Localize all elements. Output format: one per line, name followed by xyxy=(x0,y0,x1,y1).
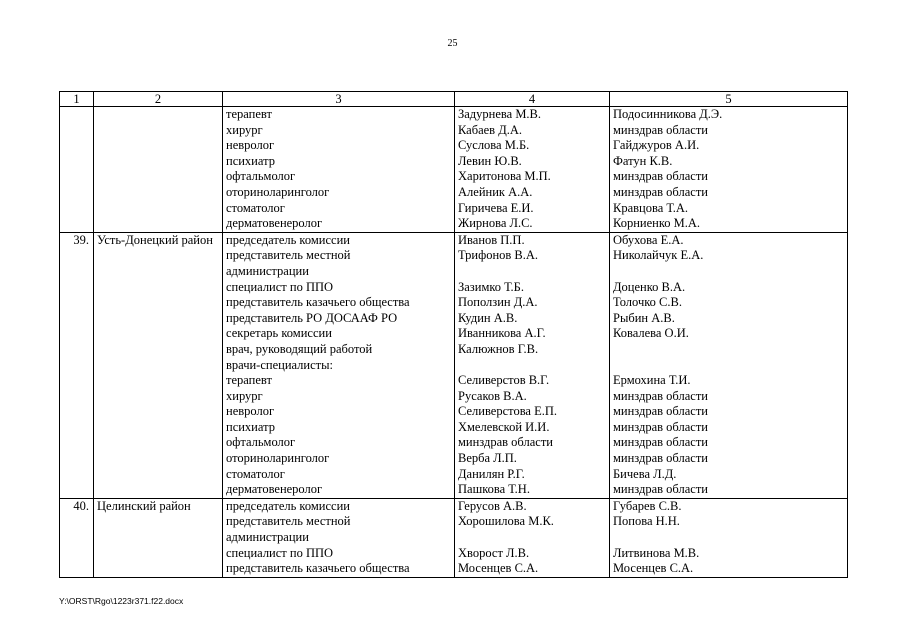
member-column xyxy=(455,232,610,498)
member-name: Мосенцев С.А. xyxy=(458,561,539,576)
role-column xyxy=(223,232,455,498)
member-name: Пашкова Т.Н. xyxy=(458,482,530,497)
member-name: Гиричева Е.И. xyxy=(458,200,534,215)
row-number: 40. xyxy=(60,498,94,577)
member-name: Суслова М.Б. xyxy=(458,138,530,153)
reserve-name: Ермохина Т.И. xyxy=(613,373,691,388)
reserve-name: Фатун К.В. xyxy=(613,153,673,168)
member-name xyxy=(458,264,606,280)
member-name: Левин Ю.В. xyxy=(458,153,522,168)
member-name: Зазимко Т.Б. xyxy=(458,279,524,294)
table-row xyxy=(60,107,848,233)
member-name: Хворост Л.В. xyxy=(458,545,530,560)
member-name: Харитонова М.П. xyxy=(458,169,551,184)
role-text: представитель РО ДОСААФ РО xyxy=(226,310,398,325)
role-text: председатель комиссии xyxy=(226,498,350,513)
member-name: Кудин А.В. xyxy=(458,310,518,325)
reserve-column xyxy=(610,498,848,577)
member-name: Поползин Д.А. xyxy=(458,295,538,310)
reserve-name: Литвинова М.В. xyxy=(613,545,700,560)
member-name: Кабаев Д.А. xyxy=(458,122,523,137)
role-text: стоматолог xyxy=(226,466,285,481)
reserve-name: минздрав области xyxy=(613,169,708,184)
file-path-footer: Y:\ORST\Rgo\1223r371.f22.docx xyxy=(59,596,184,606)
member-name: минздрав области xyxy=(458,435,553,450)
table-row xyxy=(60,498,848,577)
role-text: представитель казачьего общества xyxy=(226,295,410,310)
role-text: невролог xyxy=(226,138,275,153)
reserve-name: минздрав области xyxy=(613,482,708,497)
member-column xyxy=(455,107,610,233)
role-text: врач, руководящий работой xyxy=(226,341,373,356)
reserve-name: Ковалева О.И. xyxy=(613,326,689,341)
reserve-name: Попова Н.Н. xyxy=(613,514,680,529)
role-text: терапевт xyxy=(226,373,272,388)
member-name: Жирнова Л.С. xyxy=(458,216,533,231)
row-number: 39. xyxy=(60,232,94,498)
role-text: специалист по ППО xyxy=(226,279,334,294)
reserve-name: Губарев С.В. xyxy=(613,498,682,513)
header-cell: 5 xyxy=(610,92,848,107)
reserve-name: Подосинникова Д.Э. xyxy=(613,107,723,121)
role-text: врачи-специалисты: xyxy=(226,357,333,372)
reserve-name: Корниенко М.А. xyxy=(613,216,701,231)
reserve-name: минздрав области xyxy=(613,388,708,403)
reserve-name: минздрав области xyxy=(613,122,708,137)
row-number xyxy=(60,107,94,233)
header-cell: 1 xyxy=(60,92,94,107)
district-name: Усть-Донецкий район xyxy=(94,232,223,498)
reserve-name xyxy=(613,264,844,280)
header-cell: 2 xyxy=(94,92,223,107)
role-text: хирург xyxy=(226,122,263,137)
reserve-name: минздрав области xyxy=(613,184,708,199)
role-text: дерматовенеролог xyxy=(226,482,323,497)
reserve-name: минздрав области xyxy=(613,404,708,419)
role-text: секретарь комиссии xyxy=(226,326,332,341)
page-number: 25 xyxy=(447,38,458,49)
reserve-column xyxy=(610,107,848,233)
member-name: Трифонов В.А. xyxy=(458,248,539,263)
member-name: Герусов А.В. xyxy=(458,498,527,513)
member-name: Калюжнов Г.В. xyxy=(458,341,539,356)
table-row xyxy=(60,232,848,498)
role-text: специалист по ППО xyxy=(226,545,334,560)
member-name: Селиверстов В.Г. xyxy=(458,373,550,388)
member-name: Верба Л.П. xyxy=(458,451,517,466)
reserve-name xyxy=(613,358,844,374)
header-cell: 4 xyxy=(455,92,610,107)
reserve-name: минздрав области xyxy=(613,419,708,434)
member-name xyxy=(458,358,606,374)
role-text: стоматолог xyxy=(226,200,285,215)
member-name: Иванов П.П. xyxy=(458,232,525,247)
member-name: Хорошилова М.К. xyxy=(458,514,554,529)
header-row xyxy=(60,92,848,107)
member-name: Хмелевской И.И. xyxy=(458,419,550,434)
role-column xyxy=(223,107,455,233)
role-text: администрации xyxy=(226,530,309,545)
role-text: администрации xyxy=(226,263,309,278)
reserve-name: Толочко С.В. xyxy=(613,295,682,310)
role-text: оториноларинголог xyxy=(226,451,330,466)
role-text: дерматовенеролог xyxy=(226,216,323,231)
role-text: представитель местной xyxy=(226,248,351,263)
reserve-name: Гайджуров А.И. xyxy=(613,138,700,153)
member-name: Селиверстова Е.П. xyxy=(458,404,558,419)
role-text: терапевт xyxy=(226,107,272,121)
district-name xyxy=(94,107,223,233)
reserve-name: Кравцова Т.А. xyxy=(613,200,689,215)
reserve-name: Рыбин А.В. xyxy=(613,310,675,325)
district-name: Целинский район xyxy=(94,498,223,577)
role-column xyxy=(223,498,455,577)
role-text: хирург xyxy=(226,388,263,403)
reserve-name: Обухова Е.А. xyxy=(613,232,684,247)
reserve-name xyxy=(613,530,844,546)
reserve-name: Бичева Л.Д. xyxy=(613,466,677,481)
member-name: Задурнева М.В. xyxy=(458,107,542,121)
role-text: оториноларинголог xyxy=(226,184,330,199)
header-cell: 3 xyxy=(223,92,455,107)
member-name: Данилян Р.Г. xyxy=(458,466,525,481)
member-name: Алейник А.А. xyxy=(458,184,533,199)
reserve-name: Доценко В.А. xyxy=(613,279,686,294)
role-text: психиатр xyxy=(226,153,275,168)
reserve-name: минздрав области xyxy=(613,435,708,450)
reserve-name: минздрав области xyxy=(613,451,708,466)
role-text: офтальмолог xyxy=(226,435,296,450)
member-column xyxy=(455,498,610,577)
commission-table xyxy=(59,91,848,578)
member-name xyxy=(458,530,606,546)
reserve-name: Мосенцев С.А. xyxy=(613,561,694,576)
reserve-name: Николайчук Е.А. xyxy=(613,248,704,263)
role-text: представитель местной xyxy=(226,514,351,529)
member-name: Русаков В.А. xyxy=(458,388,527,403)
member-name: Иванникова А.Г. xyxy=(458,326,546,341)
role-text: психиатр xyxy=(226,419,275,434)
reserve-name xyxy=(613,342,844,358)
role-text: невролог xyxy=(226,404,275,419)
role-text: председатель комиссии xyxy=(226,232,350,247)
role-text: офтальмолог xyxy=(226,169,296,184)
reserve-column xyxy=(610,232,848,498)
role-text: представитель казачьего общества xyxy=(226,561,410,576)
